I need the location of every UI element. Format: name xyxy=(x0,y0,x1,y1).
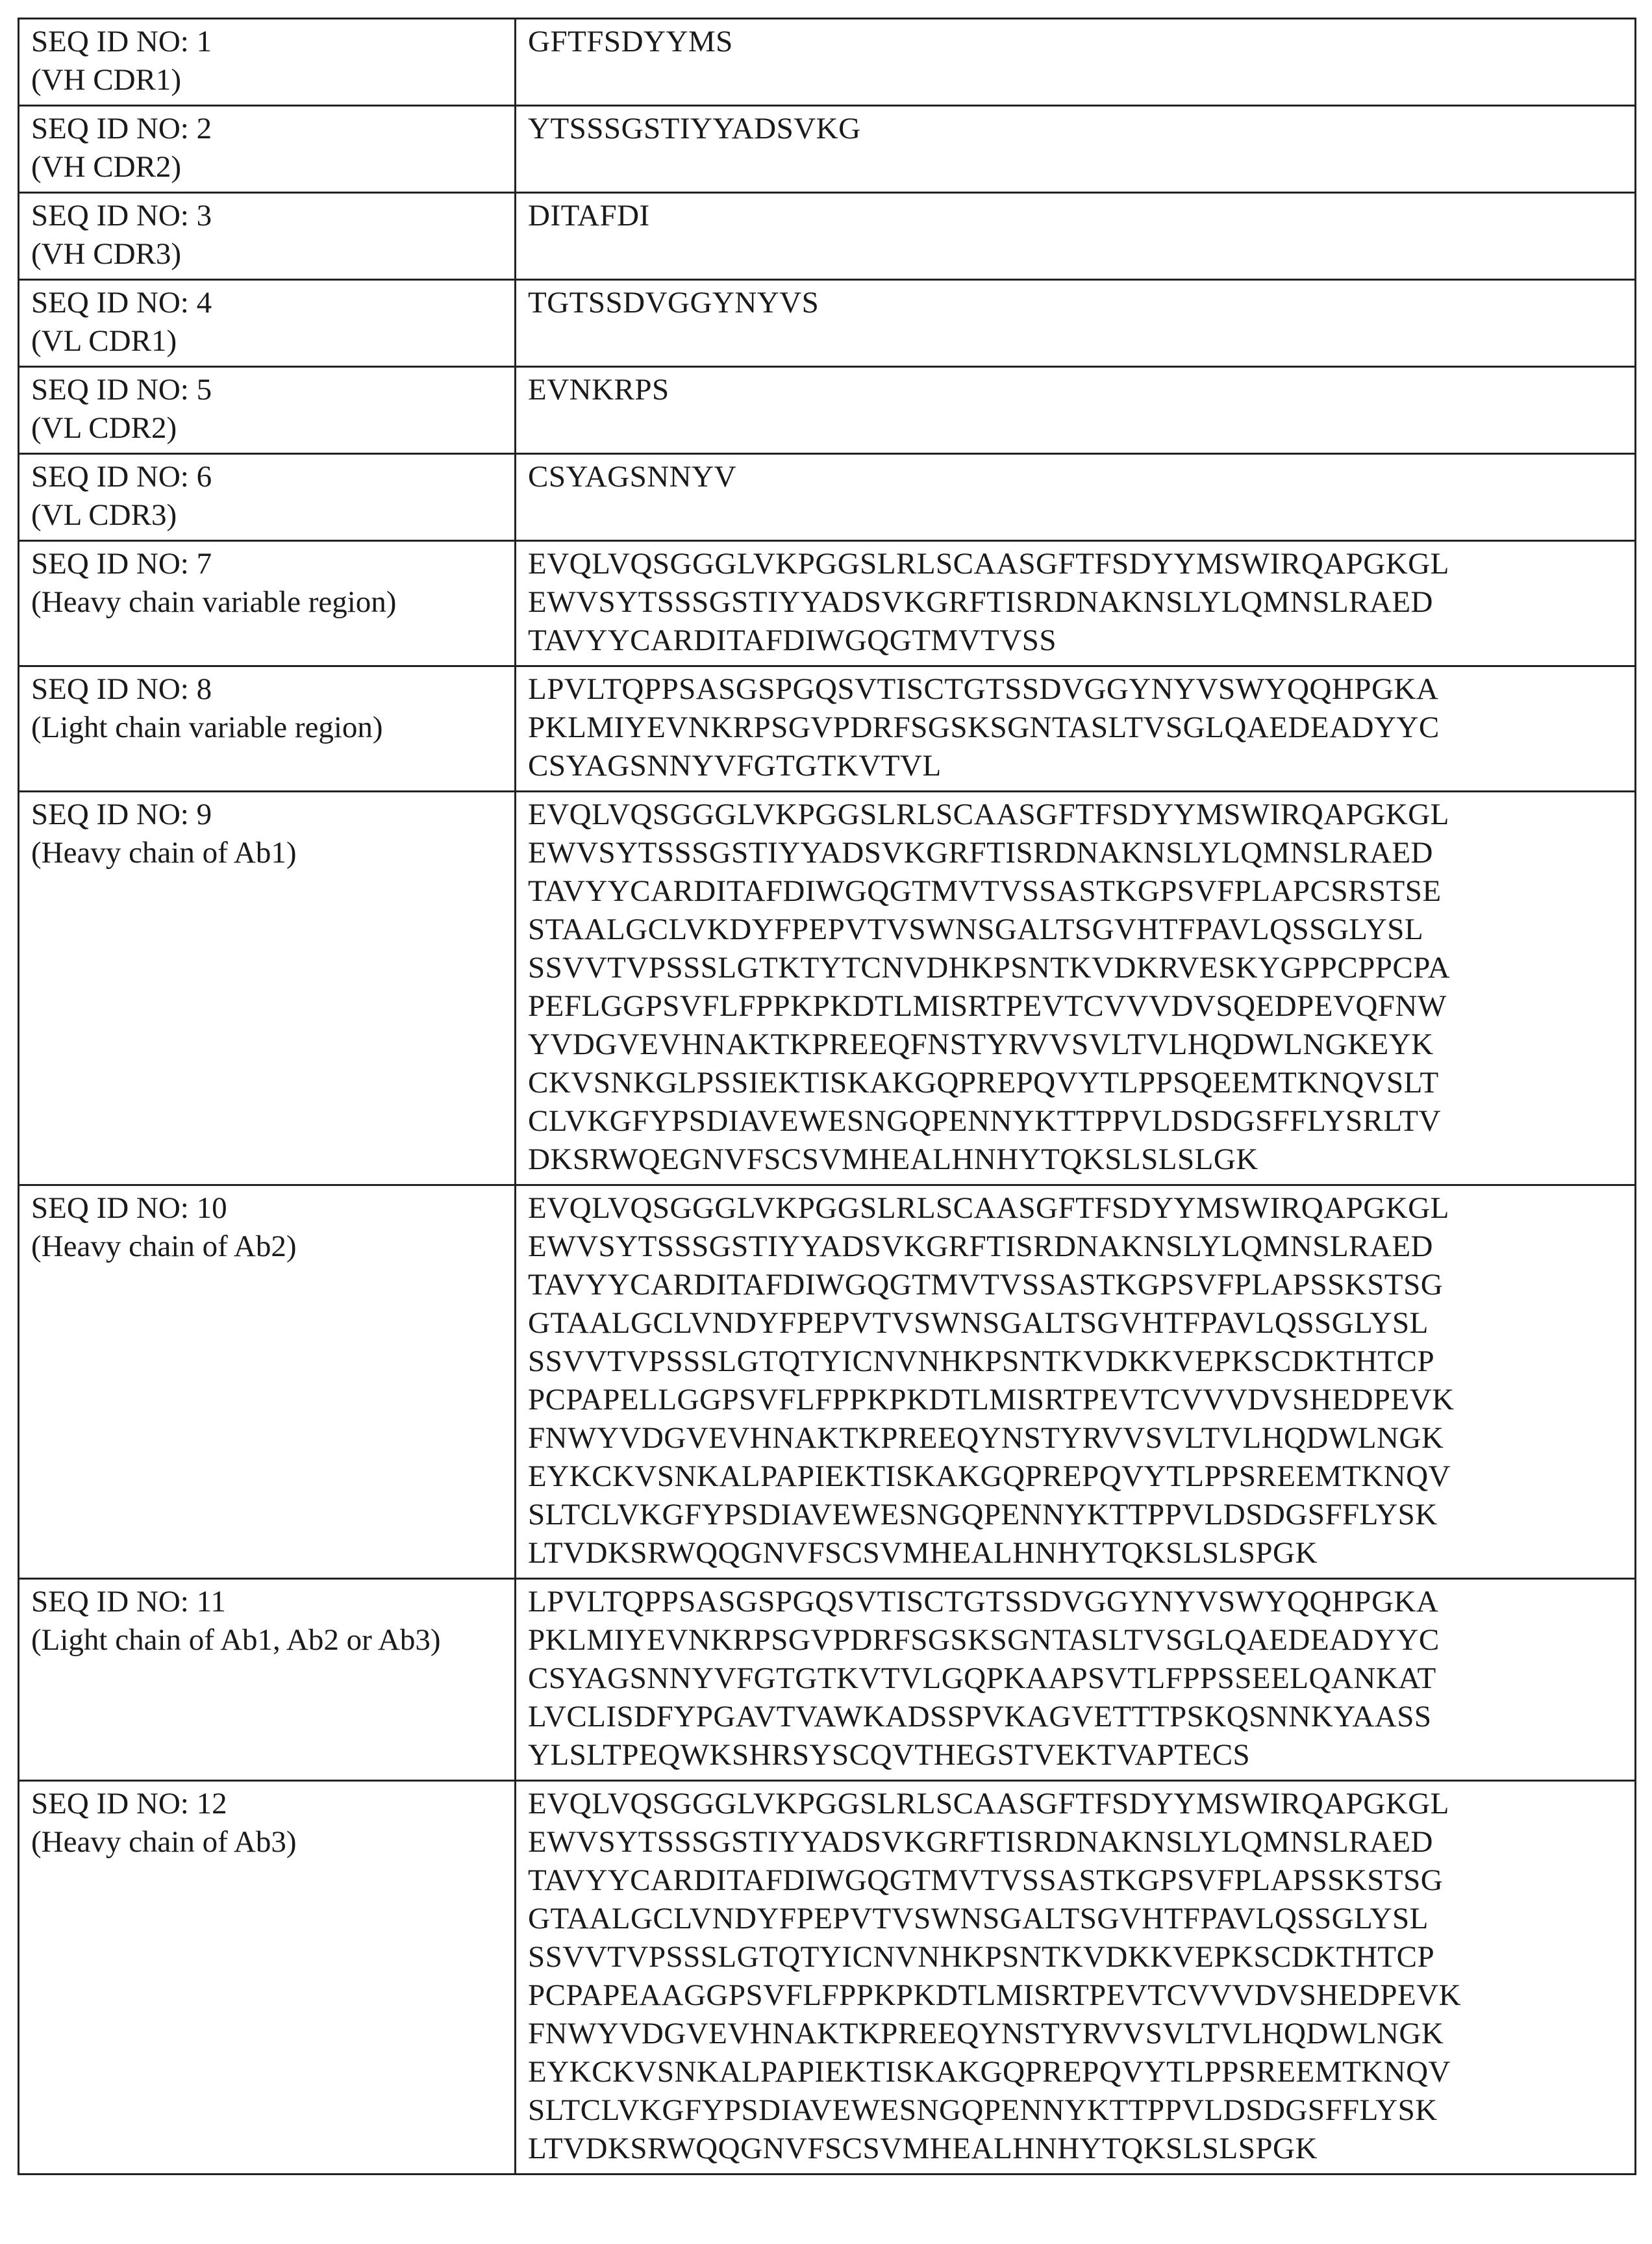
seq-id-cell xyxy=(19,541,516,666)
sequence-line: YLSLTPEQWKSHRSYSCQVTHEGSTVEKTVAPTECS xyxy=(528,1736,1623,1774)
sequence-line: PKLMIYEVNKRPSGVPDRFSGSKSGNTASLTVSGLQAEDEADYYC xyxy=(528,709,1623,747)
table-row xyxy=(19,193,1636,280)
sequence-line: LPVLTQPPSASGSPGQSVTISCTGTSSDVGGYNYVSWYQQHPGKA xyxy=(528,1583,1623,1621)
sequence-line: CSYAGSNNYV xyxy=(528,458,1623,496)
sequence-line: SSVVTVPSSSLGTKTYTCNVDHKPSNTKVDKRVESKYGPPCPPCPA xyxy=(528,949,1623,987)
table-row xyxy=(19,367,1636,454)
seq-id-cell xyxy=(19,666,516,792)
sequence-line: CSYAGSNNYVFGTGTKVTVL xyxy=(528,747,1623,785)
sequence-line: EWVSYTSSSGSTIYYADSVKGRFTISRDNAKNSLYLQMNSLRAED xyxy=(528,1228,1623,1266)
sequence-line: LVCLISDFYPGAVTVAWKADSSPVKAGVETTTPSKQSNNKYAASS xyxy=(528,1698,1623,1736)
seq-description: (VH CDR3) xyxy=(31,235,503,273)
sequence-line: EVQLVQSGGGLVKPGGSLRLSCAASGFTFSDYYMSWIRQAPGKGL xyxy=(528,1785,1623,1823)
sequence-cell xyxy=(516,367,1636,454)
sequence-cell xyxy=(516,1781,1636,2175)
table-row xyxy=(19,454,1636,541)
sequence-cell xyxy=(516,193,1636,280)
seq-id-cell xyxy=(19,1579,516,1781)
seq-id-label: SEQ ID NO: 11 xyxy=(31,1583,503,1621)
sequence-line: FNWYVDGVEVHNAKTKPREEQYNSTYRVVSVLTVLHQDWLNGK xyxy=(528,1419,1623,1457)
table-row xyxy=(19,280,1636,367)
seq-id-label: SEQ ID NO: 6 xyxy=(31,458,503,496)
seq-id-label: SEQ ID NO: 2 xyxy=(31,110,503,148)
sequence-line: DITAFDI xyxy=(528,197,1623,235)
sequence-line: FNWYVDGVEVHNAKTKPREEQYNSTYRVVSVLTVLHQDWLNGK xyxy=(528,2015,1623,2053)
sequence-line: LTVDKSRWQQGNVFSCSVMHEALHNHYTQKSLSLSPGK xyxy=(528,1534,1623,1572)
sequence-line: EYKCKVSNKALPAPIEKTISKAKGQPREPQVYTLPPSREEMTKNQV xyxy=(528,1457,1623,1496)
sequence-line: TAVYYCARDITAFDIWGQGTMVTVSSASTKGPSVFPLAPCSRSTSE xyxy=(528,872,1623,911)
sequence-line: EWVSYTSSSGSTIYYADSVKGRFTISRDNAKNSLYLQMNSLRAED xyxy=(528,1823,1623,1861)
sequence-line: YTSSSGSTIYYADSVKG xyxy=(528,110,1623,148)
seq-id-label: SEQ ID NO: 12 xyxy=(31,1785,503,1823)
sequence-line: STAALGCLVKDYFPEPVTVSWNSGALTSGVHTFPAVLQSSGLYSL xyxy=(528,911,1623,949)
seq-id-cell xyxy=(19,454,516,541)
seq-id-label: SEQ ID NO: 8 xyxy=(31,670,503,709)
table-row xyxy=(19,792,1636,1185)
table-row xyxy=(19,1185,1636,1579)
sequence-cell xyxy=(516,106,1636,193)
sequence-line: CLVKGFYPSDIAVEWESNGQPENNYKTTPPVLDSDGSFFLYSRLTV xyxy=(528,1102,1623,1141)
sequence-line: PCPAPEAAGGPSVFLFPPKPKDTLMISRTPEVTCVVVDVSHEDPEVK xyxy=(528,1976,1623,2015)
sequence-cell xyxy=(516,1579,1636,1781)
sequence-line: PCPAPELLGGPSVFLFPPKPKDTLMISRTPEVTCVVVDVSHEDPEVK xyxy=(528,1381,1623,1419)
seq-description: (Heavy chain of Ab1) xyxy=(31,834,503,872)
seq-description: (Light chain of Ab1, Ab2 or Ab3) xyxy=(31,1621,503,1659)
sequence-line: EWVSYTSSSGSTIYYADSVKGRFTISRDNAKNSLYLQMNSLRAED xyxy=(528,834,1623,872)
seq-id-label: SEQ ID NO: 3 xyxy=(31,197,503,235)
sequence-line: SSVVTVPSSSLGTQTYICNVNHKPSNTKVDKKVEPKSCDKTHTCP xyxy=(528,1343,1623,1381)
sequence-line: TGTSSDVGGYNYVS xyxy=(528,284,1623,322)
seq-description: (Heavy chain variable region) xyxy=(31,583,503,622)
table-row xyxy=(19,19,1636,106)
seq-description: (VH CDR2) xyxy=(31,148,503,186)
seq-description: (VL CDR2) xyxy=(31,409,503,448)
seq-id-label: SEQ ID NO: 1 xyxy=(31,23,503,61)
seq-description: (Heavy chain of Ab2) xyxy=(31,1228,503,1266)
sequence-line: EVQLVQSGGGLVKPGGSLRLSCAASGFTFSDYYMSWIRQAPGKGL xyxy=(528,1189,1623,1228)
table-row xyxy=(19,666,1636,792)
seq-id-cell xyxy=(19,1185,516,1579)
seq-id-label: SEQ ID NO: 7 xyxy=(31,545,503,583)
sequence-line: CSYAGSNNYVFGTGTKVTVLGQPKAAPSVTLFPPSSEELQANKAT xyxy=(528,1659,1623,1698)
sequence-line: CKVSNKGLPSSIEKTISKAKGQPREPQVYTLPPSQEEMTKNQVSLT xyxy=(528,1064,1623,1102)
sequence-table-body xyxy=(19,19,1636,2175)
seq-id-label: SEQ ID NO: 9 xyxy=(31,796,503,834)
table-row xyxy=(19,541,1636,666)
sequence-cell xyxy=(516,1185,1636,1579)
sequence-line: TAVYYCARDITAFDIWGQGTMVTVSSASTKGPSVFPLAPSSKSTSG xyxy=(528,1861,1623,1900)
sequence-line: EVQLVQSGGGLVKPGGSLRLSCAASGFTFSDYYMSWIRQAPGKGL xyxy=(528,796,1623,834)
sequence-line: LPVLTQPPSASGSPGQSVTISCTGTSSDVGGYNYVSWYQQHPGKA xyxy=(528,670,1623,709)
sequence-line: EVQLVQSGGGLVKPGGSLRLSCAASGFTFSDYYMSWIRQAPGKGL xyxy=(528,545,1623,583)
sequence-line: SLTCLVKGFYPSDIAVEWESNGQPENNYKTTPPVLDSDGSFFLYSK xyxy=(528,1496,1623,1534)
seq-id-label: SEQ ID NO: 4 xyxy=(31,284,503,322)
seq-id-cell xyxy=(19,19,516,106)
sequence-cell xyxy=(516,454,1636,541)
table-row xyxy=(19,1579,1636,1781)
sequence-line: EWVSYTSSSGSTIYYADSVKGRFTISRDNAKNSLYLQMNSLRAED xyxy=(528,583,1623,622)
sequence-cell xyxy=(516,541,1636,666)
seq-description: (VL CDR1) xyxy=(31,322,503,360)
sequence-line: YVDGVEVHNAKTKPREEQFNSTYRVVSVLTVLHQDWLNGKEYK xyxy=(528,1026,1623,1064)
seq-description: (VL CDR3) xyxy=(31,496,503,535)
seq-id-cell xyxy=(19,367,516,454)
sequence-line: GFTFSDYYMS xyxy=(528,23,1623,61)
sequence-cell xyxy=(516,792,1636,1185)
sequence-line: LTVDKSRWQQGNVFSCSVMHEALHNHYTQKSLSLSPGK xyxy=(528,2130,1623,2168)
seq-id-cell xyxy=(19,792,516,1185)
sequence-line: PKLMIYEVNKRPSGVPDRFSGSKSGNTASLTVSGLQAEDEADYYC xyxy=(528,1621,1623,1659)
seq-id-cell xyxy=(19,1781,516,2175)
sequence-line: EVNKRPS xyxy=(528,371,1623,409)
seq-description: (Heavy chain of Ab3) xyxy=(31,1823,503,1861)
seq-description: (Light chain variable region) xyxy=(31,709,503,747)
seq-id-label: SEQ ID NO: 10 xyxy=(31,1189,503,1228)
sequence-line: DKSRWQEGNVFSCSVMHEALHNHYTQKSLSLSLGK xyxy=(528,1141,1623,1179)
seq-description: (VH CDR1) xyxy=(31,61,503,99)
sequence-line: TAVYYCARDITAFDIWGQGTMVTVSSASTKGPSVFPLAPSSKSTSG xyxy=(528,1266,1623,1304)
seq-id-cell xyxy=(19,106,516,193)
seq-id-cell xyxy=(19,193,516,280)
sequence-table xyxy=(18,18,1636,2175)
sequence-cell xyxy=(516,666,1636,792)
sequence-line: EYKCKVSNKALPAPIEKTISKAKGQPREPQVYTLPPSREEMTKNQV xyxy=(528,2053,1623,2091)
sequence-line: GTAALGCLVNDYFPEPVTVSWNSGALTSGVHTFPAVLQSSGLYSL xyxy=(528,1304,1623,1343)
seq-id-cell xyxy=(19,280,516,367)
sequence-cell xyxy=(516,280,1636,367)
seq-id-label: SEQ ID NO: 5 xyxy=(31,371,503,409)
table-row xyxy=(19,106,1636,193)
sequence-line: TAVYYCARDITAFDIWGQGTMVTVSS xyxy=(528,622,1623,660)
sequence-line: SLTCLVKGFYPSDIAVEWESNGQPENNYKTTPPVLDSDGSFFLYSK xyxy=(528,2091,1623,2130)
sequence-line: SSVVTVPSSSLGTQTYICNVNHKPSNTKVDKKVEPKSCDKTHTCP xyxy=(528,1938,1623,1976)
table-row xyxy=(19,1781,1636,2175)
sequence-line: GTAALGCLVNDYFPEPVTVSWNSGALTSGVHTFPAVLQSSGLYSL xyxy=(528,1900,1623,1938)
sequence-cell xyxy=(516,19,1636,106)
sequence-line: PEFLGGPSVFLFPPKPKDTLMISRTPEVTCVVVDVSQEDPEVQFNW xyxy=(528,987,1623,1026)
